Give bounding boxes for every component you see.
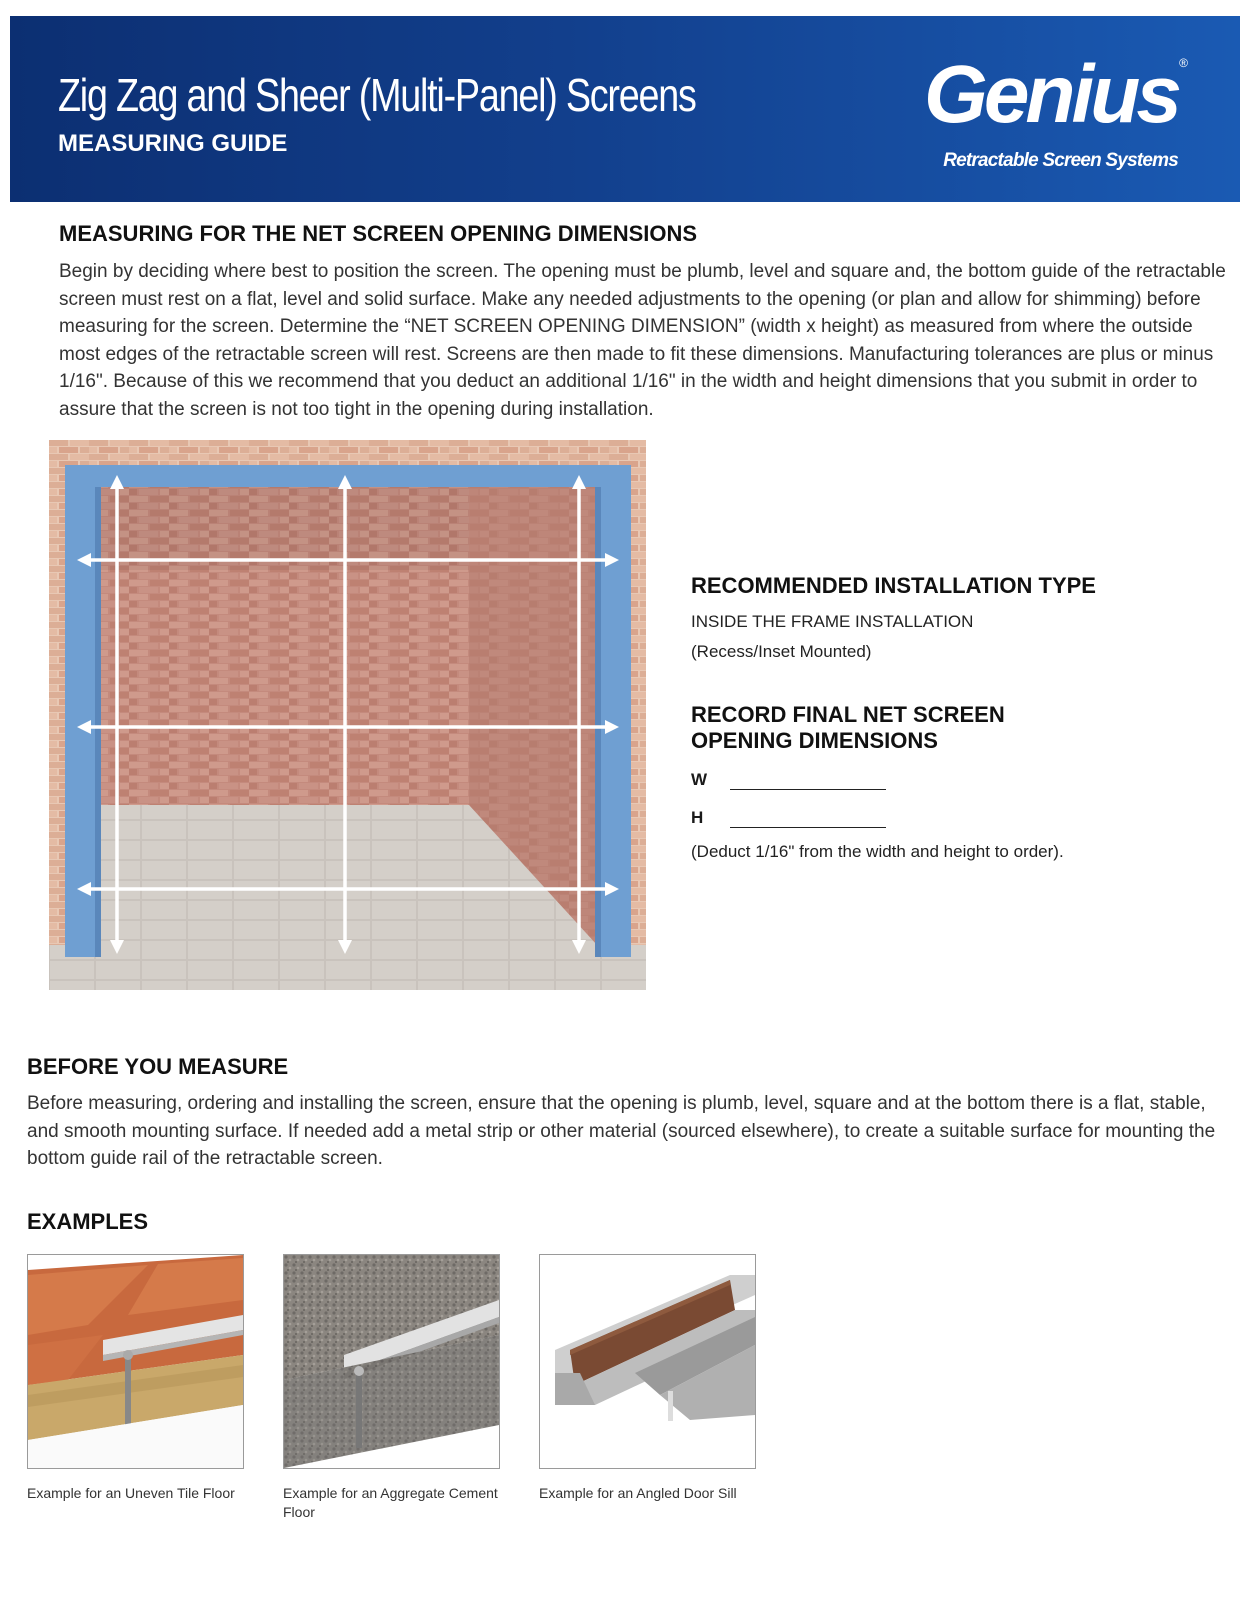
width-entry-line[interactable] xyxy=(730,789,886,790)
cement-floor-illustration xyxy=(283,1254,500,1469)
logo-tagline: Retractable Screen Systems xyxy=(943,150,1178,171)
genius-logo xyxy=(918,49,1188,184)
outside-floor xyxy=(49,945,646,990)
frame-right xyxy=(601,465,631,957)
frame-top xyxy=(65,465,631,487)
logo-registered-mark: ® xyxy=(1179,56,1188,70)
example-caption: Example for an Uneven Tile Floor xyxy=(27,1485,235,1501)
installation-subtype: (Recess/Inset Mounted) xyxy=(691,642,872,661)
page-subtitle: MEASURING GUIDE xyxy=(58,130,288,157)
frame-left xyxy=(65,465,95,957)
record-heading: RECORD FINAL NET SCREEN OPENING DIMENSIONS xyxy=(691,702,1005,753)
example-caption: Example for an Aggregate Cement Floor xyxy=(283,1485,498,1520)
page-title: Zig Zag and Sheer (Multi-Panel) Screens xyxy=(58,69,696,121)
deduct-note: (Deduct 1/16" from the width and height to order). xyxy=(691,842,1064,861)
width-label: W xyxy=(691,770,708,789)
door-sill-illustration xyxy=(539,1254,756,1469)
opening-measurement-diagram xyxy=(49,440,646,990)
tile-floor-illustration xyxy=(27,1254,244,1469)
example-caption: Example for an Angled Door Sill xyxy=(539,1485,737,1501)
example-tile-floor xyxy=(27,1254,257,1503)
height-label: H xyxy=(691,808,704,827)
height-entry-line[interactable] xyxy=(730,827,886,828)
example-cement-floor xyxy=(283,1254,513,1522)
recommended-heading: RECOMMENDED INSTALLATION TYPE xyxy=(691,573,1096,598)
header-banner xyxy=(10,16,1240,202)
measuring-heading: MEASURING FOR THE NET SCREEN OPENING DIMENSIONS xyxy=(59,221,698,246)
before-paragraph: Before measuring, ordering and installing the screen, ensure that the opening is plumb, level, square and at the bottom there is a flat, stable, and smooth mounting surface. If needed add a metal strip or other material (sourced elsewhere), to create a suitable surface for mounting the bottom guide rail of the retractable screen. xyxy=(27,1093,1216,1169)
examples-heading: EXAMPLES xyxy=(27,1209,149,1234)
example-door-sill xyxy=(539,1254,769,1503)
measuring-paragraph: Begin by deciding where best to position the screen. The opening must be plumb, level and square and, the bottom guide of the retractable screen must rest on a flat, level and solid surface. Make any needed adjustments to the opening (or plan and allow for shimming) before measuring for the screen. Determine the “NET SCREEN OPENING DIMENSION” (width x height) as measured from where the outside most edges of the retractable screen will rest. Screens are then made to fit these dimensions. Manufacturing tolerances are plus or minus 1/16". Because of this we recommend that you deduct an additional 1/16" in the width and height dimensions that you submit in order to assure that the screen is not too tight in the opening during installation. xyxy=(59,261,1226,420)
installation-type: INSIDE THE FRAME INSTALLATION xyxy=(691,612,974,631)
logo-wordmark: Genius xyxy=(924,49,1178,140)
before-heading: BEFORE YOU MEASURE xyxy=(27,1054,289,1079)
